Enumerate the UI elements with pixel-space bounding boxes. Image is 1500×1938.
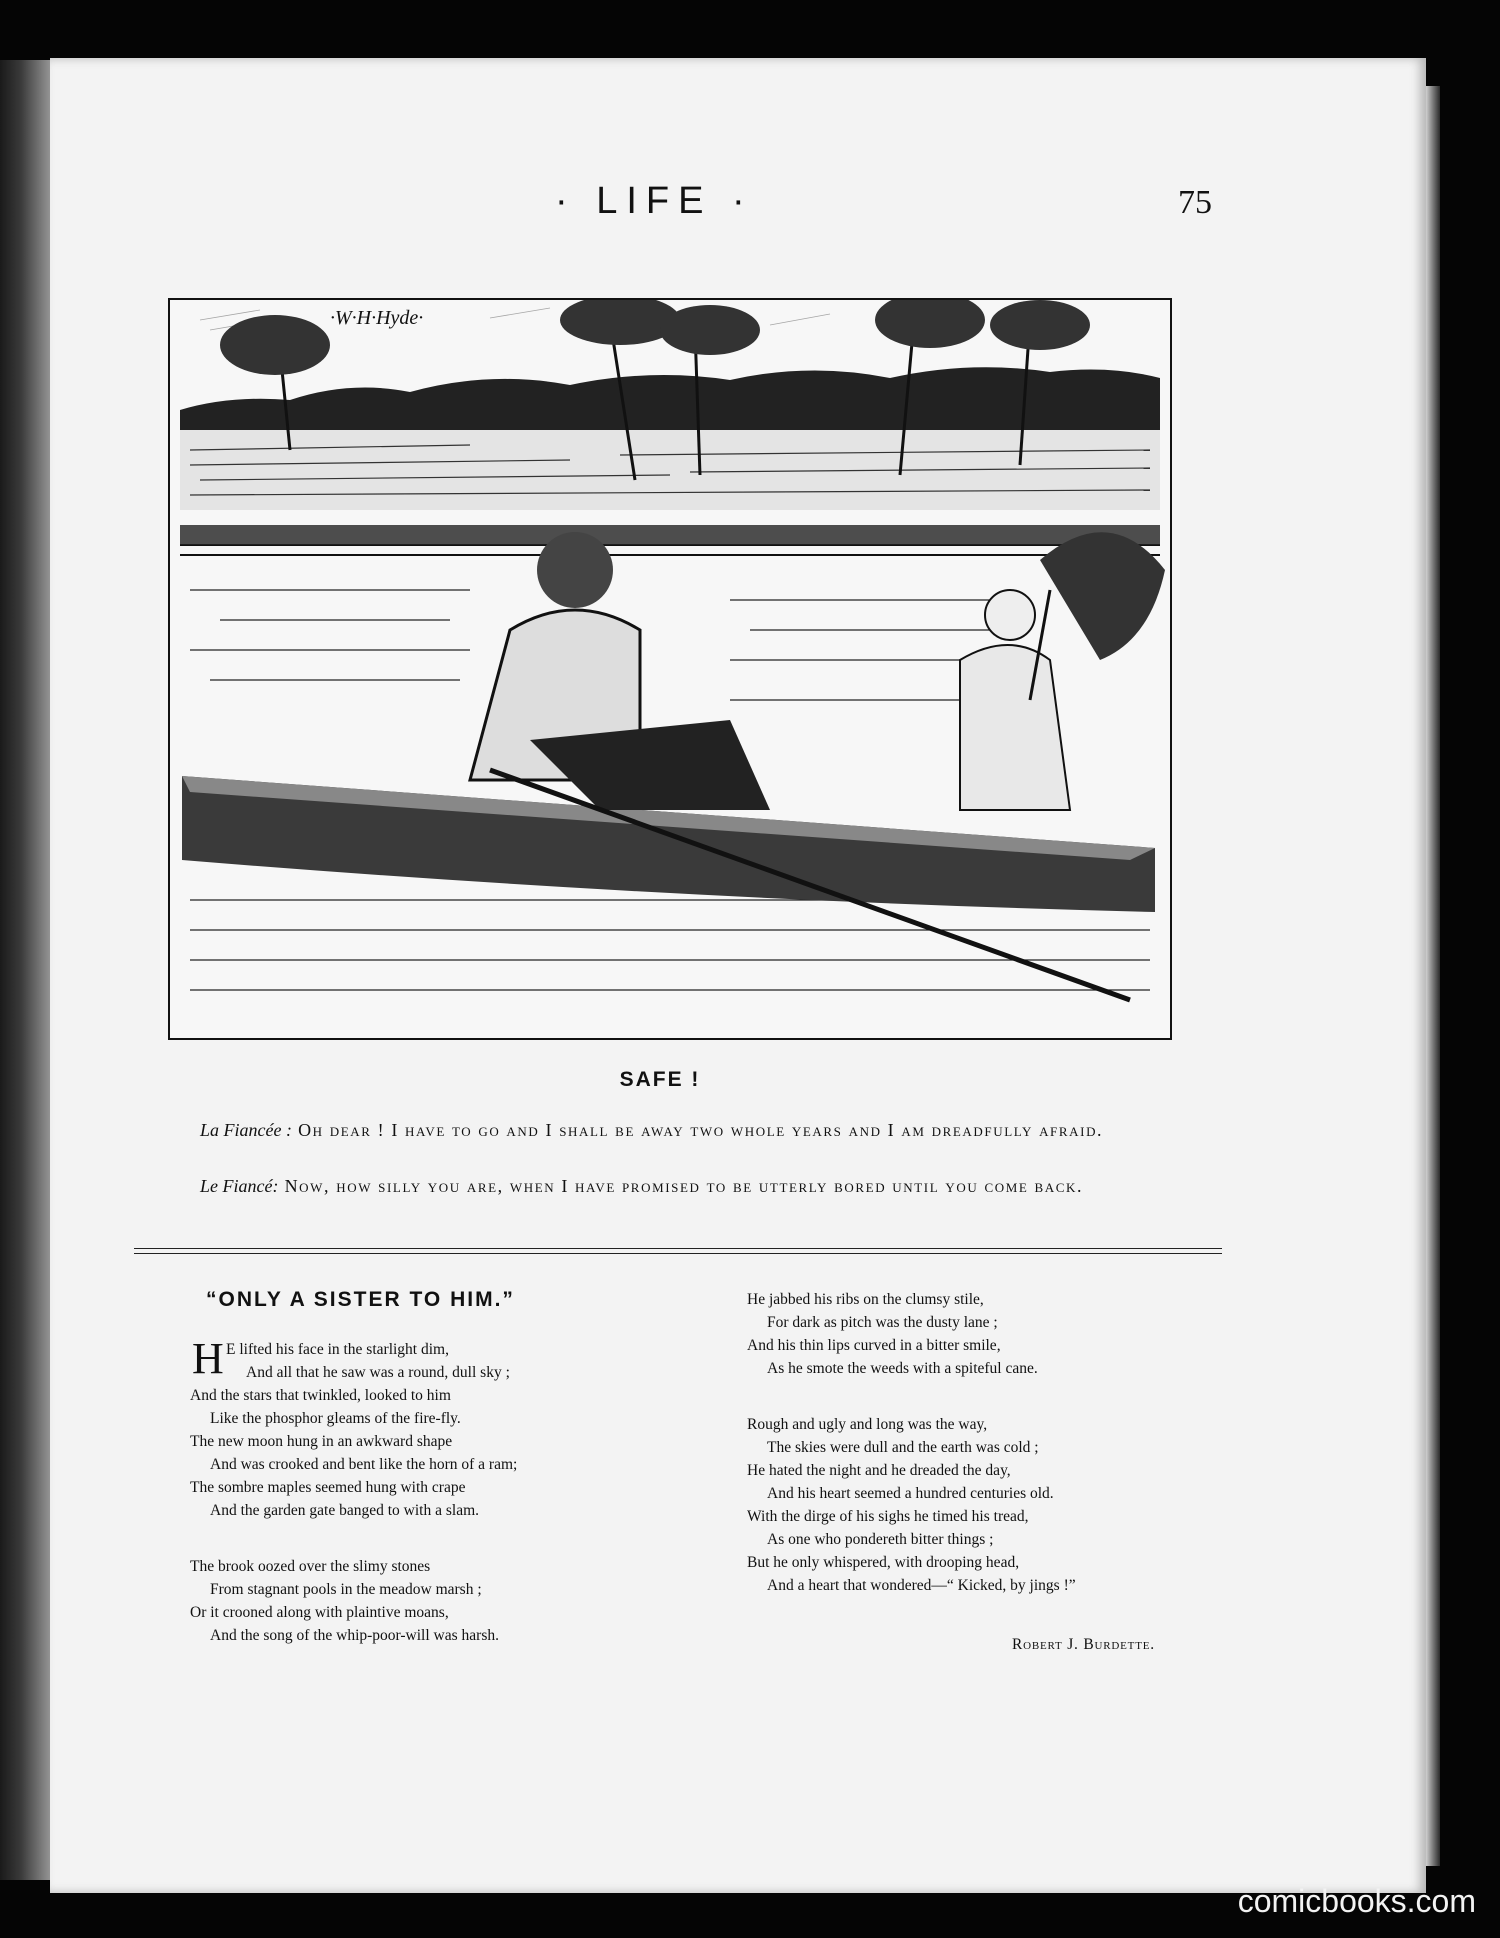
- dialogue-line-2: [134, 1172, 1220, 1201]
- artist-signature: ·W·H·Hyde·: [330, 307, 424, 329]
- poem-line: And his thin lips curved in a bitter smile,: [747, 1337, 1001, 1354]
- poem-line: With the dirge of his sighs he timed his tread,: [747, 1508, 1029, 1525]
- poem-column-left: [190, 1334, 518, 1647]
- page-edge-shadow: [1426, 86, 1440, 1866]
- poem-line: He jabbed his ribs on the clumsy stile,: [747, 1291, 984, 1308]
- poem-line: But he only whispered, with drooping head,: [747, 1554, 1020, 1571]
- poem-line: And was crooked and bent like the horn of a ram;: [210, 1456, 518, 1473]
- page-number: 75: [1178, 184, 1212, 221]
- speaker-fiance: Le Fiancé:: [200, 1176, 279, 1196]
- poem-author: Robert J. Burdette.: [1012, 1636, 1155, 1653]
- poem-line: Rough and ugly and long was the way,: [747, 1416, 988, 1433]
- poem-line: And the song of the whip-poor-will was harsh.: [210, 1627, 499, 1644]
- poem-line: As he smote the weeds with a spiteful cane.: [767, 1360, 1038, 1377]
- scan-background-left: [0, 60, 52, 1880]
- dialogue-line-1: [134, 1116, 1220, 1145]
- poem-column-right: [747, 1288, 1076, 1597]
- poem-line: And his heart seemed a hundred centuries old.: [767, 1485, 1054, 1502]
- section-divider-top: [134, 1248, 1222, 1249]
- poem-line: And the garden gate banged to with a slam.: [210, 1502, 480, 1519]
- poem-line: And a heart that wondered—“ Kicked, by jings !”: [767, 1577, 1076, 1594]
- poem-line: As one who pondereth bitter things ;: [767, 1531, 994, 1548]
- poem-line: The new moon hung in an awkward shape: [190, 1433, 453, 1450]
- poem-line: For dark as pitch was the dusty lane ;: [767, 1314, 998, 1331]
- site-watermark: comicbooks.com: [1237, 1883, 1476, 1919]
- poem-line: And the stars that twinkled, looked to him: [190, 1387, 451, 1404]
- poem-line: E lifted his face in the starlight dim,: [226, 1341, 449, 1358]
- speech-fiance: Now, how silly you are, when I have promised to be utterly bored until you come back.: [278, 1176, 1084, 1196]
- poem-line: The brook oozed over the slimy stones: [190, 1558, 431, 1575]
- poem-line: The sombre maples seemed hung with crape: [190, 1479, 466, 1496]
- cartoon-title: SAFE !: [619, 1068, 701, 1091]
- speech-fiancee: Oh dear ! I have to go and I shall be away two whole years and I am dreadfully afraid.: [291, 1120, 1104, 1140]
- poem-line: He hated the night and he dreaded the day,: [747, 1462, 1011, 1479]
- poem-line: The skies were dull and the earth was cold ;: [767, 1439, 1039, 1456]
- poem-line: Or it crooned along with plaintive moans,: [190, 1604, 449, 1621]
- poem-line: From stagnant pools in the meadow marsh ;: [210, 1581, 482, 1598]
- poem-dropcap: H: [192, 1334, 224, 1383]
- poem-line: Like the phosphor gleams of the fire-fly.: [210, 1410, 461, 1427]
- cartoon-illustration: [168, 298, 1172, 1040]
- section-divider-bottom: [134, 1253, 1222, 1254]
- magazine-title: · LIFE ·: [555, 180, 754, 222]
- rowboat-drawing: [170, 300, 1170, 1038]
- speaker-fiancee: La Fiancée :: [200, 1120, 292, 1140]
- poem-title: “ONLY A SISTER TO HIM.”: [206, 1288, 515, 1311]
- poem-line: And all that he saw was a round, dull sky ;: [246, 1364, 510, 1381]
